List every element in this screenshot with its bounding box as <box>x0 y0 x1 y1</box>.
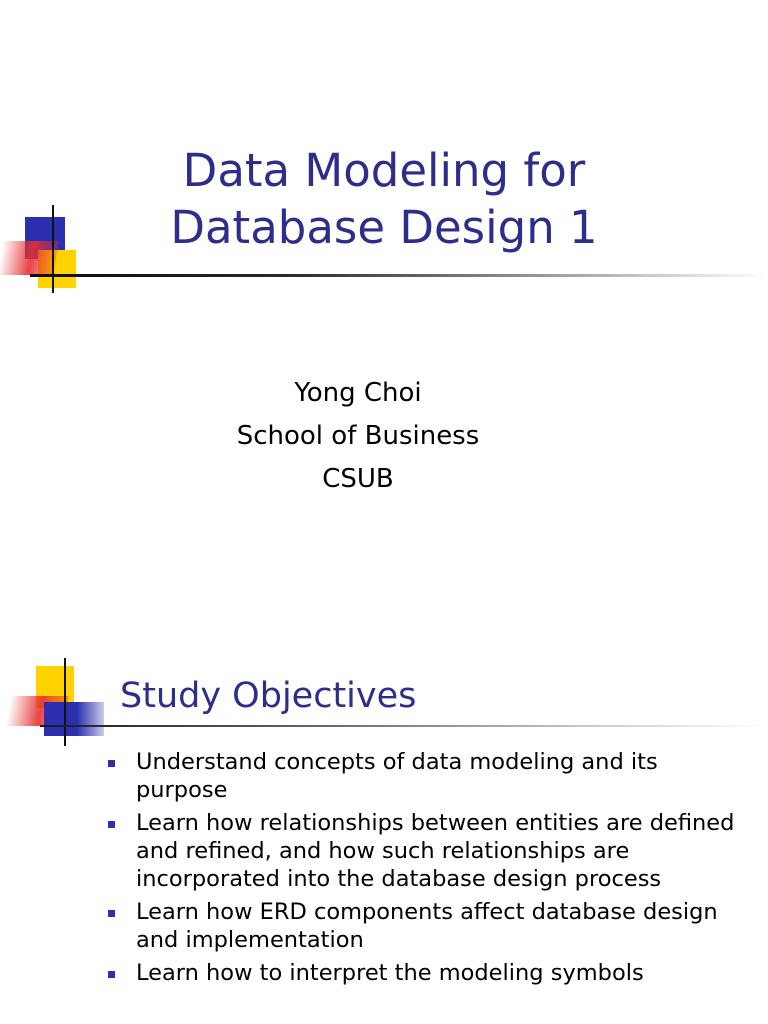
title-divider <box>30 274 768 277</box>
slide-heading: Study Objectives <box>120 676 417 716</box>
title-line: Database Design 1 <box>170 201 598 254</box>
corner-logo-icon <box>0 658 110 748</box>
list-item <box>108 959 748 987</box>
slide-2 <box>0 640 768 1024</box>
logo-vertical-line <box>52 205 54 293</box>
logo-red-streak <box>0 241 59 275</box>
slide-subtitle <box>158 372 558 501</box>
list-item-text: Learn how to interpret the modeling symbols <box>136 960 644 986</box>
slide-title <box>120 142 648 256</box>
author-name: Yong Choi <box>294 378 422 408</box>
title-line: Data Modeling for <box>182 144 586 197</box>
heading-divider <box>40 725 768 727</box>
logo-vertical-line <box>64 658 66 746</box>
square-bullet-icon <box>108 760 115 767</box>
list-item <box>108 898 748 954</box>
square-bullet-icon <box>108 971 115 978</box>
logo-blue-square <box>44 702 104 736</box>
author-affiliation: School of Business <box>236 421 480 451</box>
square-bullet-icon <box>108 910 115 917</box>
list-item <box>108 748 748 804</box>
list-item-text: Learn how relationships between entities are defined and refined, and how such relationships are incorporated into the database design process <box>136 810 735 892</box>
list-item-text: Learn how ERD components affect database design and implementation <box>136 899 718 953</box>
objectives-list <box>108 748 748 992</box>
author-institution: CSUB <box>322 464 394 494</box>
corner-logo-icon <box>0 205 100 295</box>
square-bullet-icon <box>108 821 115 828</box>
list-item <box>108 809 748 893</box>
list-item-text: Understand concepts of data modeling and its purpose <box>136 749 658 803</box>
